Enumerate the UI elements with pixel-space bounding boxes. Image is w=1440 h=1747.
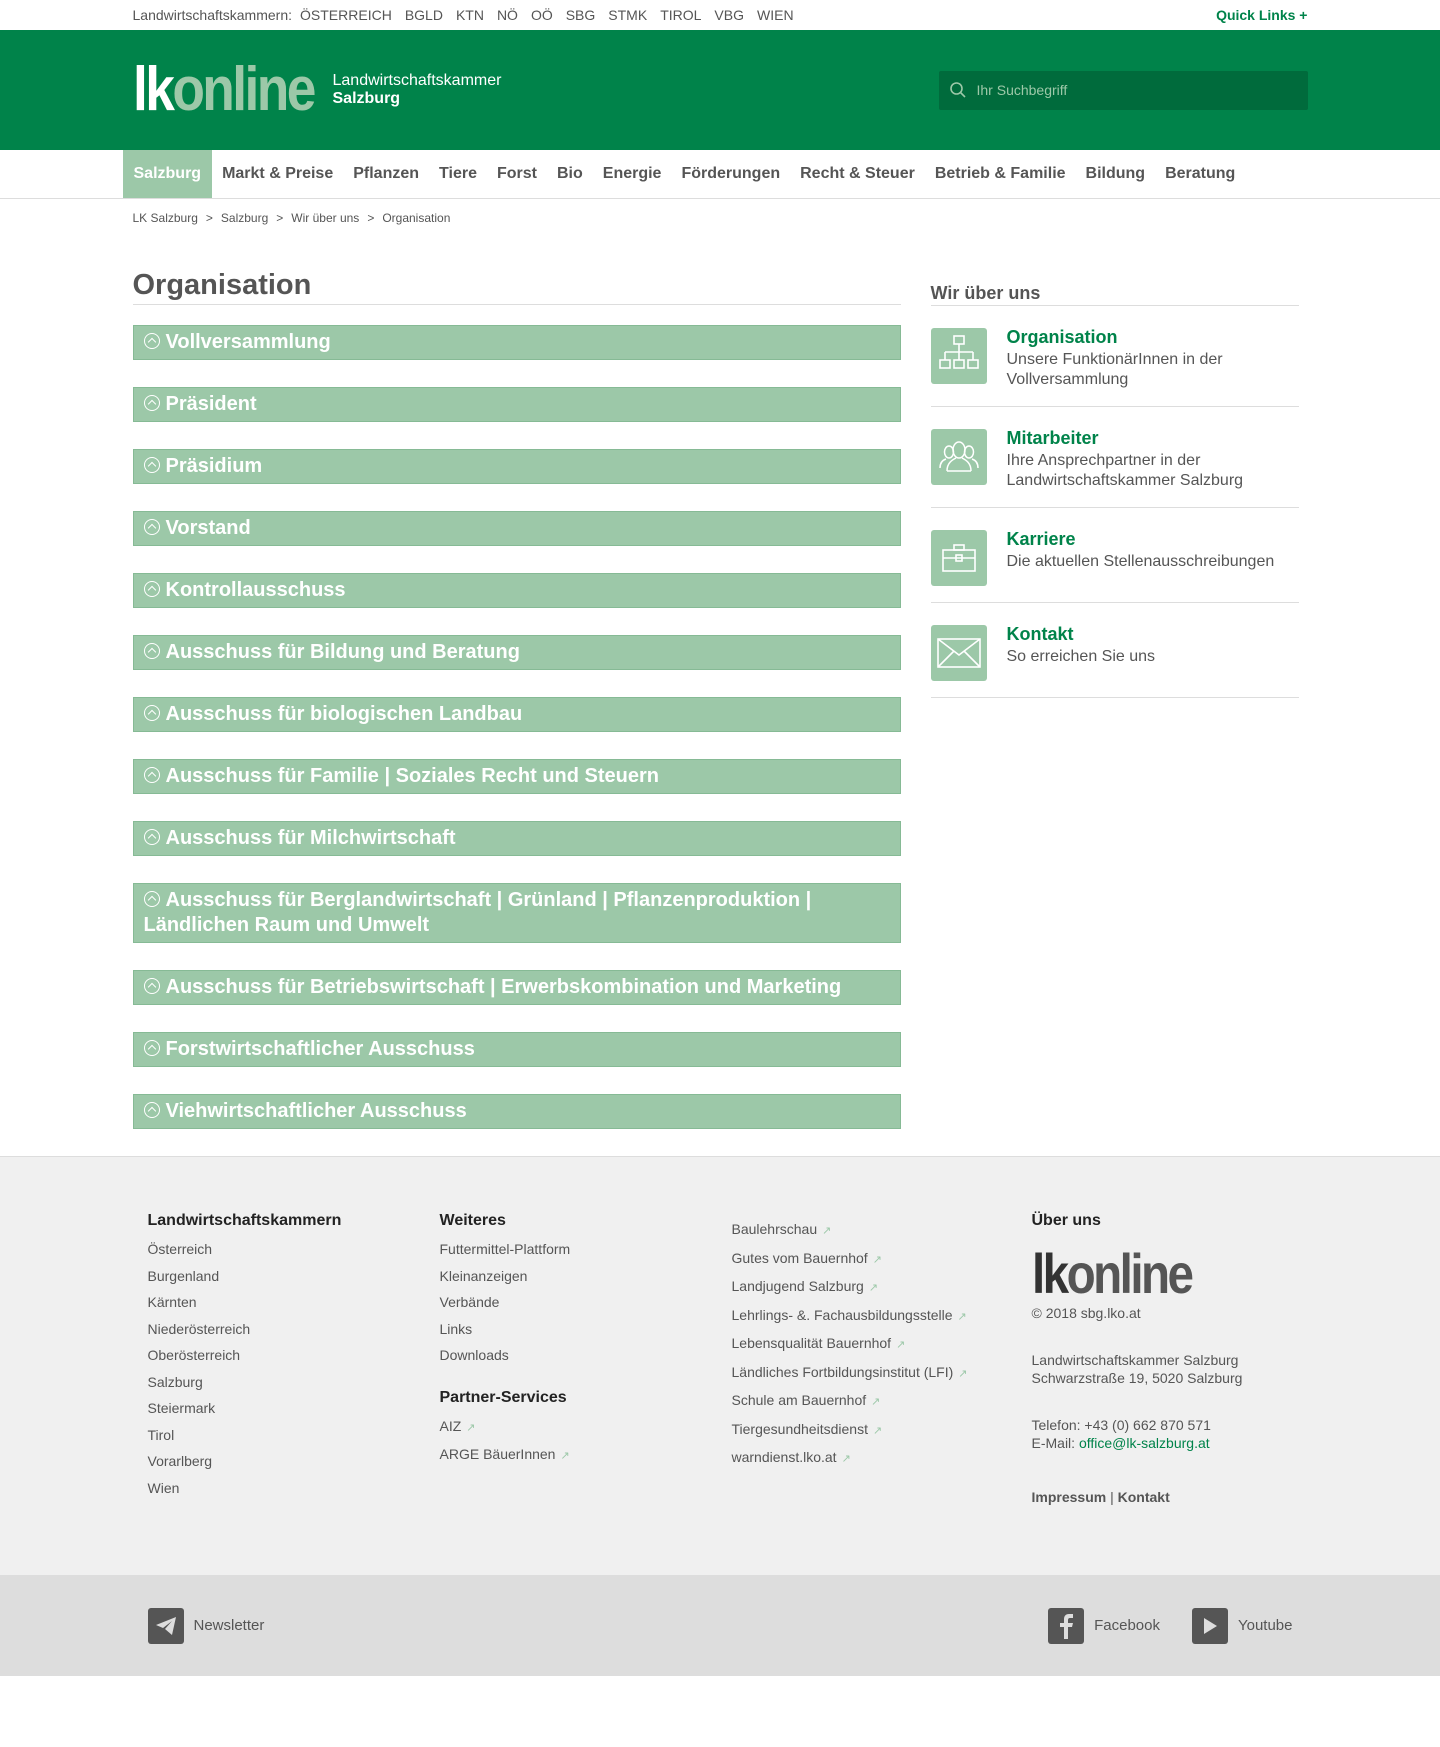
accordion-title: Vollversammlung	[165, 331, 331, 353]
footer-external-link[interactable]: Ländliches Fortbildungsinstitut (LFI) ↗	[732, 1359, 1032, 1388]
newsletter-button[interactable]	[148, 1608, 265, 1644]
footer-link[interactable]: Tirol	[147, 1426, 175, 1443]
email-link[interactable]: office@lk-salzburg.at	[1078, 1435, 1210, 1451]
envelope-icon	[931, 625, 987, 681]
chamber-link[interactable]: OÖ	[530, 7, 553, 23]
address-block	[1032, 1351, 1292, 1387]
footer-link[interactable]: Burgenland	[147, 1267, 220, 1284]
accordion-item[interactable]	[133, 697, 901, 732]
search-box[interactable]	[939, 71, 1308, 110]
accordion-item[interactable]	[133, 449, 901, 484]
chevron-up-circle-icon	[144, 978, 160, 994]
sidebar	[931, 269, 1299, 1156]
accordion-item[interactable]	[133, 1032, 901, 1067]
sidebar-item-title: Karriere	[1006, 529, 1076, 549]
footer-link[interactable]: Kleinanzeigen	[439, 1267, 528, 1284]
facebook-icon	[1048, 1608, 1084, 1644]
accordion-title: Viehwirtschaftlicher Ausschuss	[165, 1100, 467, 1122]
chamber-link[interactable]: KTN	[455, 7, 484, 23]
accordion-item[interactable]	[133, 883, 901, 943]
youtube-label: Youtube	[1237, 1617, 1293, 1634]
accordion-title: Kontrollausschuss	[165, 579, 346, 601]
content-column	[133, 269, 901, 1156]
chevron-up-circle-icon	[144, 643, 160, 659]
footer-external-link[interactable]: Baulehrschau ↗	[732, 1216, 1032, 1245]
youtube-button[interactable]	[1192, 1608, 1293, 1644]
nav-item-salzburg[interactable]: Salzburg	[123, 150, 213, 198]
footer-link[interactable]: Verbände	[439, 1294, 500, 1310]
accordion-item[interactable]	[133, 573, 901, 608]
facebook-button[interactable]	[1048, 1608, 1160, 1644]
chambers-label: Landwirtschaftskammern:	[132, 7, 293, 23]
quick-links-button[interactable]: Quick Links +	[1216, 7, 1308, 23]
copyright: © 2018 sbg.lko.at	[1031, 1305, 1141, 1321]
accordion-item[interactable]	[133, 511, 901, 546]
sidebar-item-mitarbeiter[interactable]	[931, 407, 1299, 508]
nav-item-forst[interactable]: Forst	[496, 165, 537, 182]
footer-external-link[interactable]: Gutes vom Bauernhof ↗	[732, 1245, 1032, 1274]
kontakt-link[interactable]: Kontakt	[1117, 1489, 1170, 1505]
chevron-up-circle-icon	[144, 767, 160, 783]
footer-heading: Über uns	[1031, 1212, 1101, 1229]
chamber-link[interactable]: BGLD	[404, 7, 443, 23]
nav-item-betrieb-familie[interactable]: Betrieb & Familie	[934, 165, 1066, 182]
chevron-up-circle-icon	[144, 581, 160, 597]
footer-link[interactable]: Österreich	[147, 1241, 213, 1257]
chevron-up-circle-icon	[144, 333, 160, 349]
nav-item-bio[interactable]: Bio	[556, 165, 583, 182]
nav-item-bildung[interactable]: Bildung	[1085, 165, 1146, 182]
newsletter-label: Newsletter	[193, 1617, 265, 1634]
nav-item-markt-preise[interactable]: Markt & Preise	[222, 165, 334, 182]
accordion-title: Ausschuss für biologischen Landbau	[165, 703, 523, 725]
breadcrumb-separator: >	[205, 211, 213, 225]
chamber-link[interactable]: VBG	[714, 7, 744, 23]
sidebar-item-title: Organisation	[1006, 327, 1118, 347]
breadcrumb-separator: >	[367, 211, 375, 225]
impressum-link[interactable]: Impressum	[1031, 1489, 1107, 1505]
chamber-link[interactable]: TIROL	[660, 7, 702, 23]
footer-link[interactable]: Links	[439, 1320, 473, 1337]
footer-external-link[interactable]: Lebensqualität Bauernhof ↗	[732, 1330, 1032, 1359]
sidebar-item-kontakt[interactable]	[931, 603, 1299, 698]
street-address: Schwarzstraße 19, 5020 Salzburg	[1031, 1370, 1243, 1386]
footer-link[interactable]: Oberösterreich	[147, 1347, 241, 1363]
nav-item-energie[interactable]: Energie	[602, 165, 662, 182]
accordion-title: Ausschuss für Milchwirtschaft	[165, 827, 456, 849]
people-icon	[931, 429, 987, 485]
accordion-item[interactable]	[133, 759, 901, 794]
footer-heading: Partner-Services	[439, 1388, 567, 1406]
footer-logo: lkonline	[1031, 1242, 1191, 1305]
sidebar-item-karriere[interactable]	[931, 508, 1299, 603]
site-header	[0, 30, 1440, 150]
chevron-up-circle-icon	[144, 829, 160, 845]
legal-separator: |	[1106, 1489, 1118, 1505]
chamber-link[interactable]: STMK	[608, 7, 648, 23]
footer-external-link[interactable]: AIZ ↗	[440, 1413, 732, 1442]
nav-item-foerderungen[interactable]: Förderungen	[681, 165, 781, 182]
accordion-title: Ausschuss für Betriebswirtschaft | Erwerbskombination und Marketing	[165, 976, 842, 998]
legal-links	[1032, 1489, 1292, 1505]
accordion-title: Präsident	[165, 393, 257, 415]
sidebar-item-title: Kontakt	[1006, 624, 1074, 644]
accordion-item[interactable]	[133, 387, 901, 422]
sidebar-item-desc: Die aktuellen Stellenausschreibungen	[1006, 553, 1275, 570]
accordion-title: Präsidium	[165, 455, 263, 477]
footer-col-weiteres	[440, 1212, 732, 1505]
paper-plane-icon	[148, 1608, 184, 1644]
footer-external-link[interactable]: ARGE BäuerInnen ↗	[440, 1441, 732, 1470]
accordion-title: Ausschuss für Bildung und Beratung	[165, 641, 520, 663]
footer-link[interactable]: Salzburg	[147, 1373, 203, 1390]
accordion-title: Vorstand	[165, 517, 251, 539]
breadcrumb-link[interactable]: Salzburg	[220, 211, 269, 225]
breadcrumb-separator: >	[276, 211, 284, 225]
email-label: E-Mail:	[1031, 1435, 1079, 1451]
footer-heading: Landwirtschaftskammern	[147, 1212, 342, 1229]
facebook-label: Facebook	[1094, 1617, 1160, 1634]
footer-external-link[interactable]: Tiergesundheitsdienst ↗	[732, 1416, 1032, 1445]
sidebar-item-title: Mitarbeiter	[1006, 428, 1099, 448]
sidebar-title: Wir über uns	[931, 283, 1299, 306]
main-nav	[0, 150, 1440, 199]
chevron-up-circle-icon	[144, 457, 160, 473]
youtube-play-icon	[1192, 1608, 1228, 1644]
footer-heading: Weiteres	[439, 1212, 506, 1229]
sidebar-item-desc: Unsere FunktionärInnen in der Vollversammlung	[1006, 351, 1223, 388]
site-footer	[0, 1156, 1440, 1575]
accordion-title: Ausschuss für Familie | Soziales Recht und Steuern	[165, 765, 659, 787]
accordion-item[interactable]	[133, 970, 901, 1005]
footer-external-link[interactable]: Lehrlings- &. Fachausbildungsstelle ↗	[732, 1302, 1032, 1331]
top-bar	[0, 0, 1440, 30]
chevron-up-circle-icon	[144, 1040, 160, 1056]
chevron-up-circle-icon	[144, 1102, 160, 1118]
search-icon[interactable]	[949, 81, 967, 99]
accordion-item[interactable]	[133, 325, 901, 360]
chamber-link[interactable]: ÖSTERREICH	[300, 7, 392, 23]
nav-item-beratung[interactable]: Beratung	[1165, 165, 1236, 182]
nav-item-tiere[interactable]: Tiere	[439, 165, 477, 182]
sidebar-item-desc: Ihre Ansprechpartner in der Landwirtschaftskammer Salzburg	[1006, 452, 1244, 489]
accordion-item[interactable]	[133, 1094, 901, 1129]
footer-link[interactable]: Kärnten	[147, 1294, 197, 1310]
nav-item-recht-steuer[interactable]: Recht & Steuer	[800, 165, 915, 182]
chevron-up-circle-icon	[144, 395, 160, 411]
nav-item-pflanzen[interactable]: Pflanzen	[353, 165, 420, 182]
footer-link[interactable]: Vorarlberg	[147, 1453, 213, 1469]
accordion-title: Forstwirtschaftlicher Ausschuss	[165, 1038, 475, 1060]
chamber-link[interactable]: WIEN	[757, 7, 794, 23]
briefcase-icon	[931, 530, 987, 586]
footer-external-link[interactable]: warndienst.lko.at ↗	[732, 1444, 1032, 1473]
accordion-item[interactable]	[133, 635, 901, 670]
footer-external-link[interactable]: Landjugend Salzburg ↗	[732, 1273, 1032, 1302]
chevron-up-circle-icon	[144, 519, 160, 535]
accordion-list	[133, 325, 901, 1129]
social-bar	[0, 1575, 1440, 1676]
chamber-link[interactable]: SBG	[565, 7, 596, 23]
sidebar-item-desc: So erreichen Sie uns	[1006, 648, 1156, 665]
chevron-up-circle-icon	[144, 705, 160, 721]
org-name: Landwirtschaftskammer Salzburg	[1031, 1352, 1239, 1368]
footer-link[interactable]: Wien	[147, 1479, 180, 1496]
chevron-up-circle-icon	[144, 891, 160, 907]
breadcrumb-current: Organisation	[382, 211, 451, 225]
breadcrumb	[0, 199, 1440, 237]
social-links	[1048, 1608, 1292, 1644]
breadcrumb-link[interactable]: LK Salzburg	[132, 211, 198, 225]
org-chart-icon	[931, 328, 987, 384]
footer-link[interactable]: Steiermark	[147, 1400, 216, 1416]
logo-subtitle: Landwirtschaftskammer Salzburg	[332, 71, 502, 107]
chambers-list	[300, 7, 794, 23]
footer-col-about	[1032, 1212, 1292, 1505]
contact-block	[1032, 1416, 1292, 1452]
footer-link[interactable]: Niederösterreich	[147, 1320, 251, 1337]
footer-link[interactable]: Futtermittel-Plattform	[439, 1241, 571, 1257]
sidebar-item-organisation[interactable]	[931, 306, 1299, 407]
accordion-title: Ausschuss für Berglandwirtschaft | Grünland | Pflanzenproduktion | Ländlichen Raum und Umwelt	[143, 889, 812, 936]
footer-external-link[interactable]: Schule am Bauernhof ↗	[732, 1387, 1032, 1416]
phone-number: Telefon: +43 (0) 662 870 571	[1031, 1417, 1211, 1433]
footer-col-chambers	[148, 1212, 440, 1505]
breadcrumb-link[interactable]: Wir über uns	[291, 211, 360, 225]
search-input[interactable]	[977, 82, 1277, 98]
chamber-link[interactable]: NÖ	[496, 7, 518, 23]
main-content	[0, 237, 1440, 1156]
site-logo[interactable]	[132, 55, 502, 124]
footer-link[interactable]: Downloads	[439, 1347, 509, 1363]
page-title: Organisation	[133, 269, 901, 305]
footer-col-partners	[732, 1212, 1032, 1505]
accordion-item[interactable]	[133, 821, 901, 856]
logo-wordmark: lkonline	[132, 55, 314, 124]
